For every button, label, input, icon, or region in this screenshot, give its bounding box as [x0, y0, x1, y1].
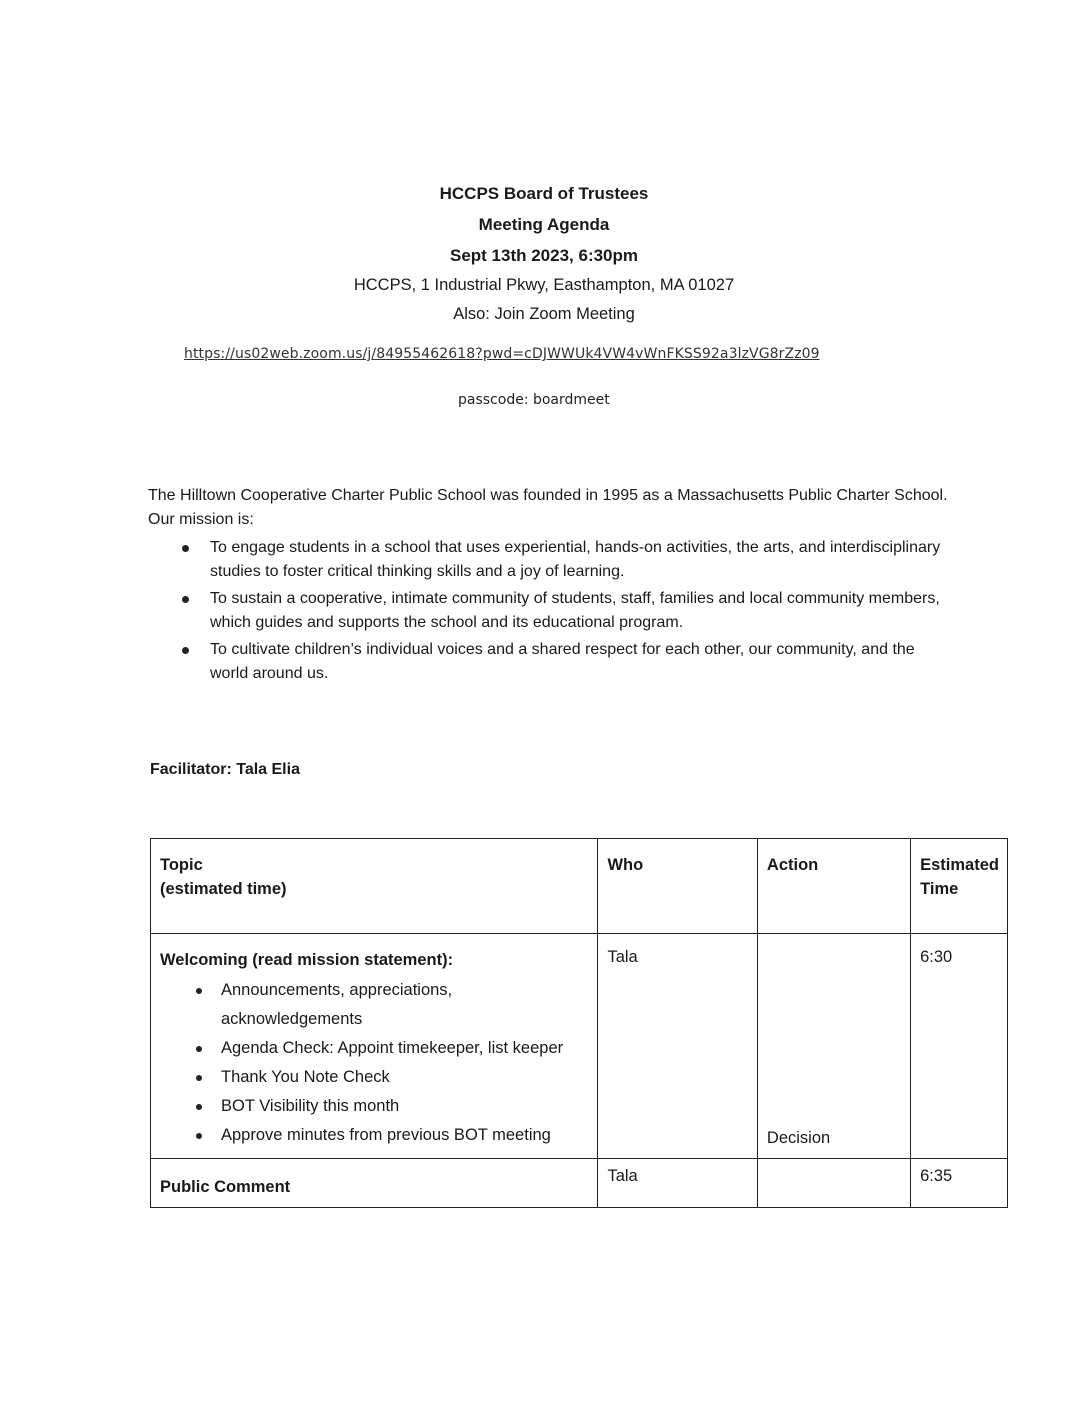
- meeting-address: HCCPS, 1 Industrial Pkwy, Easthampton, MA 01027: [353, 276, 735, 294]
- mission-item-text: To cultivate children’s individual voices and a shared respect for each other, our community, and the world around us.: [210, 641, 915, 682]
- zoom-meeting-link[interactable]: https://us02web.zoom.us/j/84955462618?pwd=cDJWWUk4VW4vWnFKSS92a3lzVG8rZz09: [184, 346, 820, 362]
- agenda-table: [150, 838, 1008, 1208]
- table-row: [151, 1159, 1008, 1208]
- mission-list: [148, 536, 948, 686]
- mission-section: [148, 484, 948, 689]
- zoom-passcode: passcode: boardmeet: [458, 392, 610, 408]
- who-cell: Tala: [598, 1159, 757, 1208]
- header-topic-sublabel: (estimated time): [160, 880, 287, 898]
- topic-item: [160, 1092, 589, 1121]
- header-topic-label: Topic: [160, 856, 203, 874]
- mission-item-text: To sustain a cooperative, intimate community of students, staff, families and local community members, which guides and supports the school and its educational program.: [210, 590, 940, 631]
- topic-item: [160, 1034, 589, 1063]
- topic-item: [160, 1121, 589, 1150]
- topic-items: [160, 976, 589, 1150]
- doc-title: Meeting Agenda: [478, 215, 610, 234]
- mission-item: [148, 638, 948, 686]
- action-value: Decision: [766, 1129, 831, 1147]
- mission-item: [148, 536, 948, 584]
- action-cell: [757, 934, 910, 1159]
- action-cell: [757, 1159, 910, 1208]
- topic-item-text: Announcements, appreciations, acknowledgements: [221, 981, 453, 1028]
- org-title: HCCPS Board of Trustees: [439, 184, 649, 203]
- zoom-invite-label: Also: Join Zoom Meeting: [453, 305, 635, 323]
- header-topic: [151, 839, 598, 934]
- table-header-row: [151, 839, 1008, 934]
- topic-title: Welcoming (read mission statement):: [160, 951, 454, 969]
- topic-cell: [151, 1159, 598, 1208]
- topic-item: [160, 976, 589, 1034]
- topic-item: [160, 1063, 589, 1092]
- bullet-icon: [196, 1133, 202, 1139]
- bullet-icon: [196, 988, 202, 994]
- topic-cell: [151, 934, 598, 1159]
- agenda-header: [0, 178, 1088, 329]
- topic-item-text: BOT Visibility this month: [221, 1097, 400, 1115]
- topic-item-text: Agenda Check: Appoint timekeeper, list keeper: [221, 1039, 564, 1057]
- bullet-icon: [196, 1104, 202, 1110]
- topic-item-text: Thank You Note Check: [221, 1068, 390, 1086]
- bullet-icon: [182, 545, 189, 552]
- bullet-icon: [196, 1046, 202, 1052]
- bullet-icon: [196, 1075, 202, 1081]
- bullet-icon: [182, 596, 189, 603]
- who-cell: Tala: [598, 934, 757, 1159]
- time-cell: 6:30: [911, 934, 1008, 1159]
- header-who: Who: [598, 839, 757, 934]
- mission-intro: The Hilltown Cooperative Charter Public School was founded in 1995 as a Massachusetts Public Charter School. Our mission is:: [148, 487, 948, 528]
- header-action: Action: [757, 839, 910, 934]
- meeting-date-time: Sept 13th 2023, 6:30pm: [449, 246, 639, 265]
- topic-title: Public Comment: [160, 1178, 291, 1196]
- bullet-icon: [182, 647, 189, 654]
- topic-item-text: Approve minutes from previous BOT meeting: [221, 1126, 551, 1144]
- mission-item-text: To engage students in a school that uses experiential, hands-on activities, the arts, and interdisciplinary studies to foster critical thinking skills and a joy of learning.: [210, 539, 941, 580]
- mission-item: [148, 587, 948, 635]
- header-estimated-time: Estimated Time: [911, 839, 1008, 934]
- table-row: [151, 934, 1008, 1159]
- time-cell: 6:35: [911, 1159, 1008, 1208]
- facilitator-label: Facilitator: Tala Elia: [150, 761, 300, 778]
